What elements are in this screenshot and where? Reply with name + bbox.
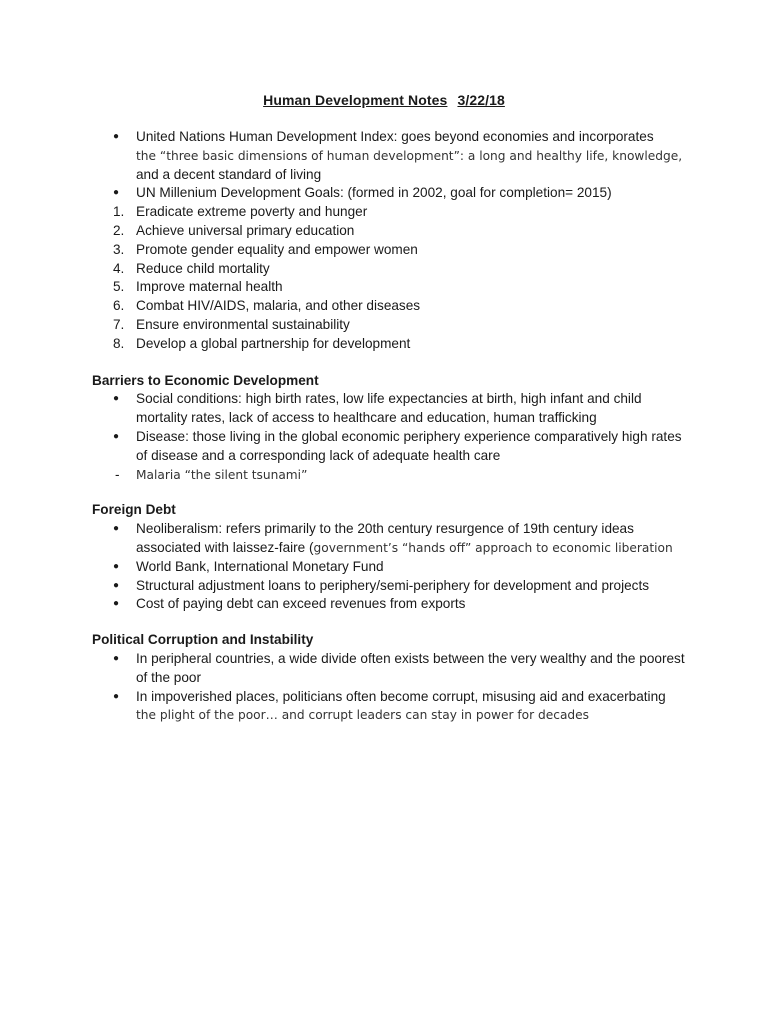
list-item: ● United Nations Human Development Index: goes beyond economies and incorporates the “three basic dimensions of human development”: a long and healthy life, knowledge, and a decent standard of living — [92, 128, 692, 184]
foreign-debt-bullets — [92, 520, 692, 614]
list-item: ● In impoverished places, politicians often become corrupt, misusing aid and exacerbating the plight of the poor… and corrupt leaders can stay in power for decades — [92, 688, 692, 726]
list-item: 5. Improve maternal health — [113, 279, 283, 295]
list-item: ● In peripheral countries, a wide divide often exists between the very wealthy and the poorest of the poor — [92, 650, 692, 688]
section-heading-corruption: Political Corruption and Instability — [92, 632, 314, 648]
list-item: 7. Ensure environmental sustainability — [113, 316, 350, 332]
barriers-bullets — [92, 390, 692, 484]
list-item: 4. Reduce child mortality — [113, 260, 270, 276]
list-item: ● World Bank, International Monetary Fund — [92, 558, 692, 577]
intro-bullets — [92, 128, 692, 203]
corruption-bullets — [92, 650, 692, 725]
list-item: 8. Develop a global partnership for development — [113, 335, 411, 351]
section-heading-barriers: Barriers to Economic Development — [92, 372, 319, 388]
list-item: 2. Achieve universal primary education — [113, 222, 355, 238]
list-item: 1. Eradicate extreme poverty and hunger — [113, 204, 368, 220]
title-text: Human Development Notes — [263, 92, 448, 108]
list-item: ● Disease: those living in the global economic periphery experience comparatively high rates of disease and a corresponding lack of adequate health care — [92, 428, 692, 466]
list-item: ● Structural adjustment loans to periphery/semi-periphery for development and projects — [92, 577, 692, 596]
list-item: ● Cost of paying debt can exceed revenues from exports — [92, 595, 692, 614]
list-item: - Malaria “the silent tsunami” — [115, 466, 308, 482]
list-item: ● Social conditions: high birth rates, low life expectancies at birth, high infant and child mortality rates, lack of access to healthcare and education, human trafficking — [92, 390, 692, 428]
list-item: ● Neoliberalism: refers primarily to the 20th century resurgence of 19th century ideas associated with laissez-faire (government’s “hands off” approach to economic liberation — [92, 520, 692, 558]
list-item: ● UN Millenium Development Goals: (formed in 2002, goal for completion= 2015) — [92, 184, 692, 203]
document-body — [92, 128, 692, 725]
mdg-goals-list — [92, 203, 692, 353]
section-heading-foreign-debt: Foreign Debt — [92, 502, 176, 518]
list-item: 6. Combat HIV/AIDS, malaria, and other diseases — [113, 298, 421, 314]
page-title — [0, 92, 768, 108]
list-item: 3. Promote gender equality and empower women — [113, 241, 418, 257]
title-date: 3/22/18 — [457, 92, 505, 108]
